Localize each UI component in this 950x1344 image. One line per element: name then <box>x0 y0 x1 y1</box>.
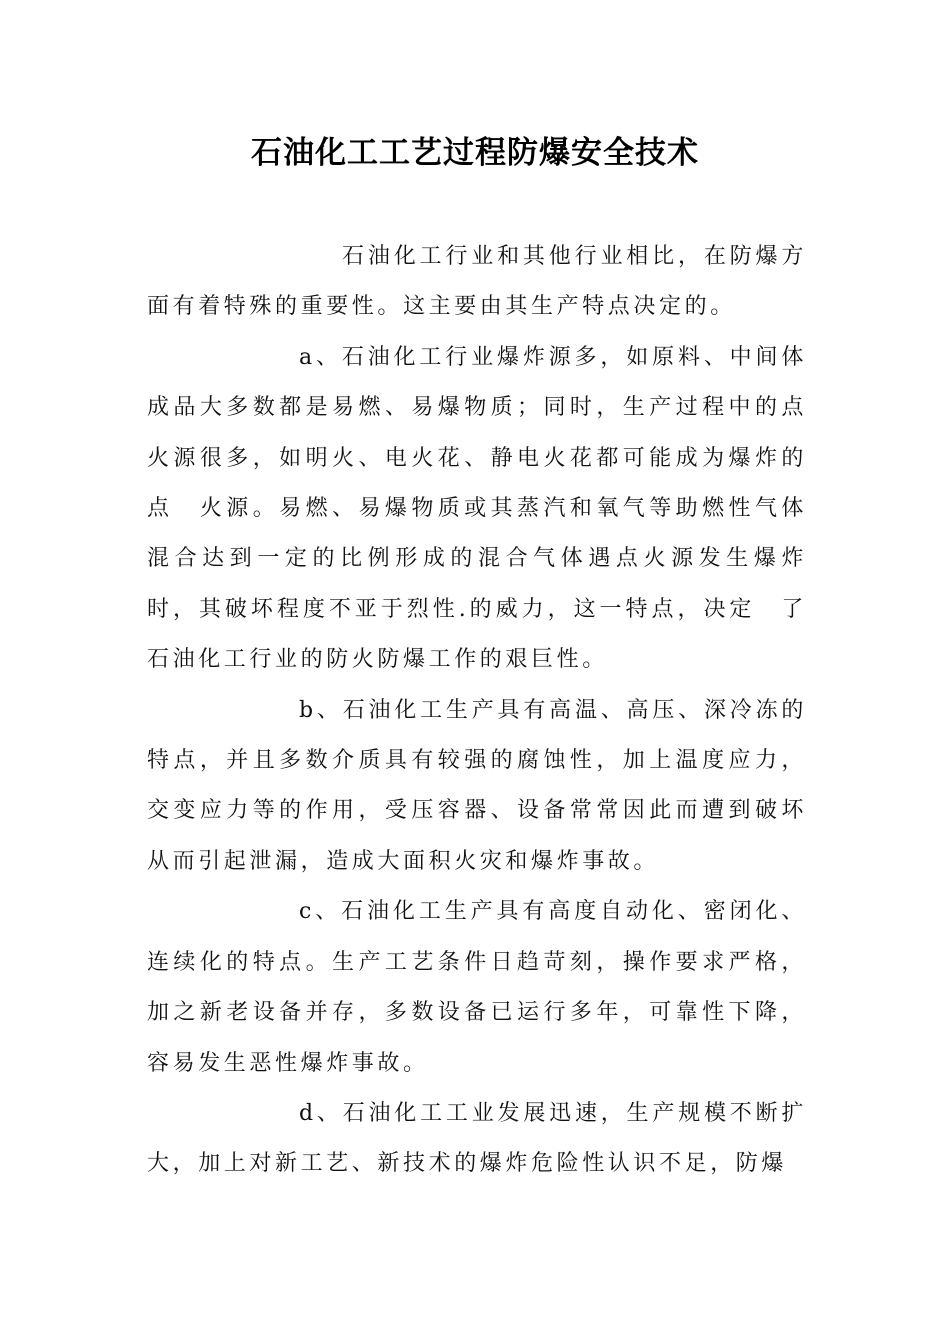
document-title: 石油化工工艺过程防爆安全技术 <box>251 135 699 171</box>
document-body <box>147 232 807 1190</box>
paragraph-b: b、石油化工生产具有高温、高压、深冷冻的特点，并且多数介质具有较强的腐蚀性，加上温度应力，交变应力等的作用，受压容器、设备常常因此而遭到破坏从而引起泄漏，造成大面积火灾和爆炸事故。 <box>147 697 807 874</box>
paragraph-c: c、石油化工生产具有高度自动化、密闭化、连续化的特点。生产工艺条件日趋苛刻，操作要求严格，加之新老设备并存，多数设备已运行多年，可靠性下降，容易发生恶性爆炸事故。 <box>147 899 807 1076</box>
paragraph-intro: 石油化工行业和其他行业相比，在防爆方面有着特殊的重要性。这主要由其生产特点决定的。 <box>147 244 807 320</box>
paragraph-d: d、石油化工工业发展迅速，生产规模不断扩大，加上对新工艺、新技术的爆炸危险性认识不足，防爆 <box>147 1100 807 1177</box>
paragraph-a: a、石油化工行业爆炸源多，如原料、中间体成品大多数都是易燃、易爆物质；同时，生产过程中的点火源很多，如明火、电火花、静电火花都可能成为爆炸的点 火源。易燃、易爆物质或其蒸汽和氧气等助燃性气体混合达到一定的比例形成的混合气体遇点火源发生爆炸时，其破坏程度不亚于烈性.的威力，这一特点，决定 了石油化工行业的防火防爆工作的艰巨性。 <box>147 344 807 673</box>
